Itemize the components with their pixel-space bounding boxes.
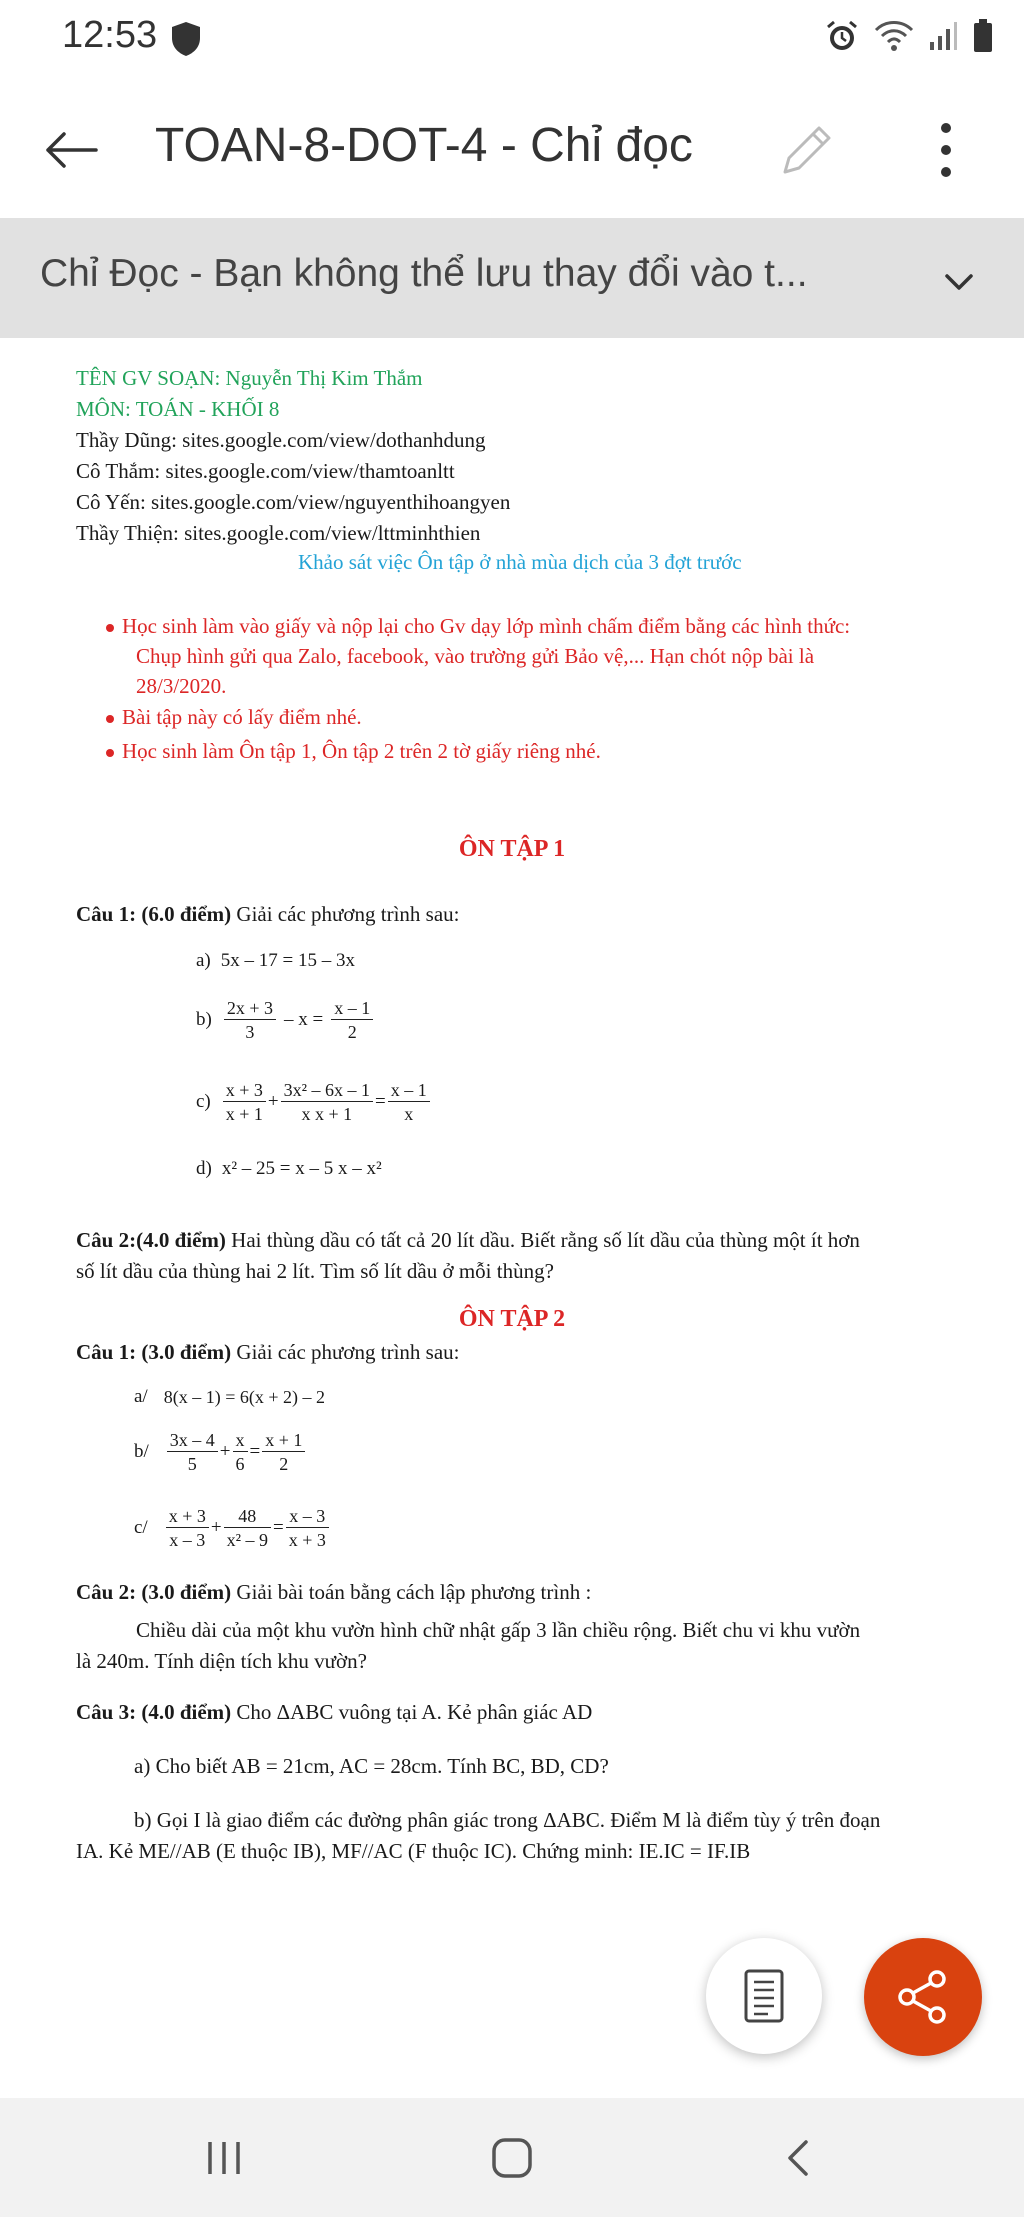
recent-apps-button[interactable] [184, 2128, 264, 2188]
bullet-dot [106, 749, 114, 757]
section-title-on-tap-2: ÔN TẬP 2 [458, 1306, 566, 1332]
question-text: Chiều dài của một khu vườn hình chữ nhật gấp 3 lần chiều rộng. Biết chu vi khu vườn [136, 1618, 861, 1642]
link-line[interactable]: Thầy Thiện: sites.google.com/view/lttminhthien [76, 521, 481, 545]
share-icon [893, 1967, 953, 2027]
question-text: số lít dầu của thùng hai 2 lít. Tìm số lít dầu ở mỗi thùng? [76, 1259, 554, 1283]
system-nav-bar [0, 2098, 1024, 2217]
home-icon [490, 2136, 534, 2180]
equation-label: d) [196, 1158, 212, 1179]
question-text: Hai thùng dầu có tất cả 20 lít dầu. Biết rằng số lít dầu của thùng một ít hơn [231, 1228, 860, 1252]
link-line[interactable]: Cô Yến: sites.google.com/view/nguyenthihoangyen [76, 490, 511, 514]
shield-icon [170, 20, 206, 58]
fraction: $\frac{2x + 3}{3}$ [224, 998, 276, 1042]
readonly-message: Chỉ Đọc - Bạn không thể lưu thay đổi vào t... [40, 252, 808, 295]
question-text: IA. Kẻ ME//AB (E thuộc IB), MF//AC (F thuộc IC). Chứng minh: IE.IC = IF.IB [76, 1839, 751, 1863]
instruction-text: Học sinh làm Ôn tập 1, Ôn tập 2 trên 2 tờ giấy riêng nhé. [122, 739, 601, 763]
equation-a [196, 950, 355, 972]
question-label: Câu 2: (3.0 điểm) [76, 1580, 232, 1604]
chevron-down-icon[interactable] [935, 258, 983, 306]
question-text: b) Gọi I là giao điểm các đường phân giác trong ΔABC. Điểm M là điểm tùy ý trên đoạn [134, 1808, 881, 1832]
equation-a [134, 1386, 325, 1408]
equation-label: b/ [134, 1441, 149, 1462]
signal-icon [928, 18, 958, 54]
equation-label: a) [196, 950, 211, 971]
fraction: $\frac{\text{3x² – 6x – 1}}{\text{x x + 1}}$ [281, 1080, 373, 1124]
equation-label: a/ [134, 1386, 148, 1407]
chevron-left-icon [778, 2136, 818, 2180]
operator: – x = [283, 1009, 324, 1030]
home-button[interactable] [472, 2128, 552, 2188]
equation-b [134, 1430, 307, 1474]
equation-expr: 8(x – 1) = 6(x + 2) – 2 [163, 1386, 325, 1407]
status-time: 12:53 [62, 14, 158, 56]
teacher-line: TÊN GV SOẠN: Nguyễn Thị Kim Thắm [76, 366, 423, 390]
operator: + [267, 1091, 279, 1112]
operator: = [375, 1091, 386, 1112]
question-text: Giải bài toán bằng cách lập phương trình : [236, 1580, 592, 1604]
link-line[interactable]: Cô Thắm: sites.google.com/view/thamtoanltt [76, 459, 455, 483]
equation-expr: x² – 25 = x – 5 x – x² [221, 1158, 382, 1179]
fraction: $\frac{x + 3}{x - 3}$ [166, 1506, 209, 1550]
subject-line: MÔN: TOÁN - KHỐI 8 [76, 397, 280, 421]
equation-c [196, 1080, 432, 1124]
link-line[interactable]: Thầy Dũng: sites.google.com/view/dothanhdung [76, 428, 486, 452]
bullet-dot [106, 624, 114, 632]
question-text: Giải các phương trình sau: [236, 902, 460, 926]
edit-button[interactable] [775, 118, 839, 182]
operator: = [273, 1517, 284, 1538]
pencil-icon [775, 118, 839, 182]
instruction-text: Học sinh làm vào giấy và nộp lại cho Gv dạy lớp mình chấm điểm bằng các hình thức: [122, 614, 851, 638]
fraction: $\frac{48}{\text{x² – 9}}$ [224, 1506, 271, 1550]
question-text: Giải các phương trình sau: [236, 1340, 460, 1364]
question-line [76, 1700, 592, 1725]
question-label: Câu 3: (4.0 điểm) [76, 1700, 232, 1724]
equation-label: c) [196, 1091, 211, 1112]
fraction: $\frac{x + 1}{2}$ [262, 1430, 305, 1474]
equation-d [196, 1158, 382, 1180]
alarm-icon [824, 18, 860, 54]
status-bar [0, 0, 1024, 80]
question-text: Cho ΔABC vuông tại A. Kẻ phân giác AD [236, 1700, 593, 1724]
status-icons [824, 18, 994, 54]
fraction: $\frac{x - 1}{x}$ [388, 1080, 430, 1124]
survey-link[interactable]: Khảo sát việc Ôn tập ở nhà mùa dịch của 3 đợt trước [298, 550, 742, 574]
section-title-on-tap-1: ÔN TẬP 1 [458, 836, 566, 862]
share-button[interactable] [864, 1938, 982, 2056]
question-line [76, 1228, 860, 1253]
document-page [0, 338, 1024, 2098]
more-options-button[interactable] [920, 118, 972, 182]
fraction: $\frac{x - 1}{2}$ [331, 998, 373, 1042]
instruction-text: Bài tập này có lấy điểm nhé. [122, 705, 362, 729]
battery-icon [972, 18, 994, 54]
fraction: $\frac{x - 3}{x + 3}$ [286, 1506, 329, 1550]
readonly-banner[interactable] [0, 218, 1024, 338]
equation-label: b) [196, 1009, 212, 1030]
instruction-text: Chụp hình gửi qua Zalo, facebook, vào trường gửi Bảo vệ,... Hạn chót nộp bài là [136, 644, 815, 668]
question-line [76, 1340, 460, 1365]
more-vert-icon [920, 118, 972, 182]
equation-expr: 5x – 17 = 15 – 3x [220, 950, 355, 971]
operator: + [219, 1441, 231, 1462]
back-button[interactable] [38, 118, 102, 182]
reading-view-button[interactable] [706, 1938, 822, 2054]
question-label: Câu 1: (3.0 điểm) [76, 1340, 232, 1364]
document-title: TOAN-8-DOT-4 - Chỉ đọc [155, 119, 693, 172]
equation-c [134, 1506, 331, 1550]
question-text: là 240m. Tính diện tích khu vườn? [76, 1649, 367, 1673]
document-icon [742, 1968, 786, 2024]
instruction-text: 28/3/2020. [136, 674, 227, 698]
fraction: $\frac{x + 3}{x + 1}$ [223, 1080, 266, 1124]
equation-label: c/ [134, 1517, 148, 1538]
operator: = [249, 1441, 261, 1462]
app-bar [0, 80, 1024, 218]
equation-b [196, 998, 375, 1042]
back-nav-button[interactable] [758, 2128, 838, 2188]
question-label: Câu 2:(4.0 điểm) [76, 1228, 226, 1252]
fraction: $\frac{x}{6}$ [233, 1430, 248, 1474]
operator: + [210, 1517, 222, 1538]
bullet-dot [106, 715, 114, 723]
wifi-icon [874, 18, 914, 54]
question-line [76, 1580, 591, 1605]
question-label: Câu 1: (6.0 điểm) [76, 902, 232, 926]
arrow-left-icon [42, 130, 98, 170]
question-text: a) Cho biết AB = 21cm, AC = 28cm. Tính BC, BD, CD? [134, 1754, 609, 1778]
fraction: $\frac{3x - 4}{5}$ [167, 1430, 218, 1474]
question-line [76, 902, 460, 927]
recent-apps-icon [202, 2138, 246, 2178]
